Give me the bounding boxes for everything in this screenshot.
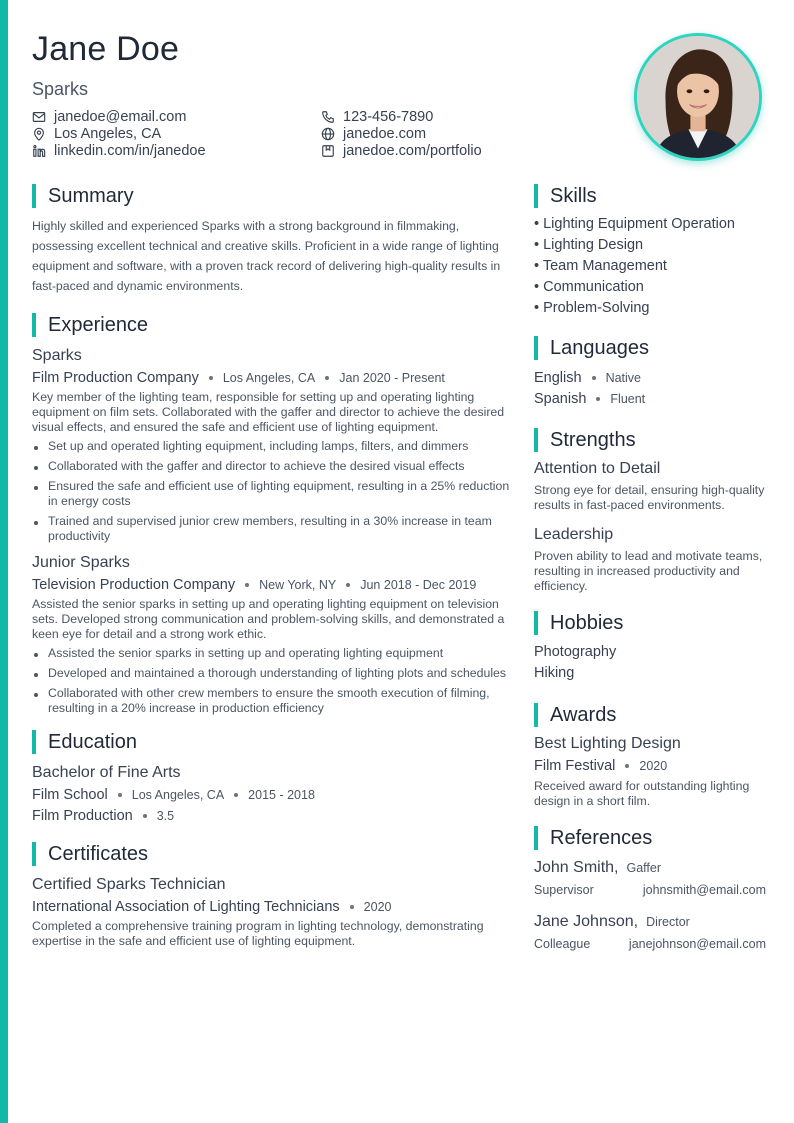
separator-dot	[592, 376, 596, 380]
strength-item	[534, 526, 766, 594]
language-name: Spanish	[534, 390, 587, 407]
hobby-item: Hiking	[534, 665, 575, 681]
linkedin-text: linkedin.com/in/janedoe	[54, 142, 206, 159]
award-description: Received award for outstanding lighting design in a short film.	[534, 779, 750, 808]
skill-item: • Problem-Solving	[534, 300, 650, 316]
separator-dot	[118, 793, 122, 797]
contact-website[interactable]	[321, 125, 591, 142]
right-column	[534, 184, 766, 951]
hobby-item: Photography	[534, 644, 617, 660]
job-bullet: Set up and operated lighting equipment, including lamps, filters, and dimmers	[32, 439, 512, 454]
portfolio-icon	[321, 144, 335, 158]
job-location: New York, NY	[259, 578, 337, 592]
language-name: English	[534, 369, 582, 386]
separator-dot	[346, 583, 350, 587]
candidate-role: Sparks	[32, 79, 89, 99]
job-location: Los Angeles, CA	[222, 371, 316, 385]
job-title: Sparks	[32, 347, 82, 364]
globe-icon	[321, 127, 335, 141]
contact-phone[interactable]	[321, 108, 591, 125]
job-description: Key member of the lighting team, responsible for setting up and operating lighting equipment on film sets. Collaborated with the gaffer and director to achieve the desired visual effects, and ensured the safe and efficient use of lighting equipment.	[32, 390, 505, 434]
reference-name-line	[534, 859, 766, 877]
candidate-name: Jane Doe	[32, 30, 180, 68]
reference-item	[534, 913, 766, 951]
job-bullet: Collaborated with the gaffer and director to achieve the desired visual effects	[32, 459, 512, 474]
left-column	[32, 184, 512, 949]
job-bullet: Assisted the senior sparks in setting up and operating lighting equipment	[32, 646, 512, 661]
job-company: Film Production Company	[32, 370, 199, 386]
language-level: Fluent	[610, 391, 646, 406]
job-bullet: Trained and supervised junior crew members, resulting in a 30% increase in team productivity	[32, 514, 512, 544]
references-heading: References	[534, 826, 766, 850]
certificates-heading: Certificates	[32, 842, 512, 866]
awards-section	[534, 703, 766, 809]
job-bullets	[32, 439, 512, 544]
award-meta	[534, 758, 766, 774]
hobbies-list	[534, 642, 766, 684]
job-title: Junior Sparks	[32, 554, 130, 571]
gpa-value: 3.5	[156, 809, 175, 823]
separator-dot	[350, 905, 354, 909]
skills-heading: Skills	[534, 184, 766, 208]
education-section	[32, 730, 512, 824]
award-year: 2020	[639, 759, 668, 773]
languages-heading: Languages	[534, 336, 766, 360]
experience-heading: Experience	[32, 313, 512, 337]
separator-dot	[209, 376, 213, 380]
summary-section	[32, 184, 512, 296]
reference-item	[534, 859, 766, 897]
certificate-name: Certified Sparks Technician	[32, 876, 226, 893]
language-item	[534, 388, 766, 409]
website-text: janedoe.com	[343, 125, 427, 142]
portrait-avatar	[637, 36, 759, 158]
skill-label: Lighting Equipment Operation	[543, 216, 735, 232]
separator-dot	[143, 814, 147, 818]
reference-name: Jane Johnson,	[534, 913, 639, 930]
award-name: Best Lighting Design	[534, 735, 681, 752]
skill-label: Lighting Design	[543, 237, 644, 253]
reference-role: Gaffer	[626, 861, 661, 875]
strength-description: Proven ability to lead and motivate teams, resulting in increased productivity and efficiency.	[534, 549, 763, 593]
job-description: Assisted the senior sparks in setting up and operating lighting equipment on television sets. Developed strong communication and problem-solving skills, and demonstrated a keen eye for detail and a strong work ethic.	[32, 597, 505, 641]
job-bullet: Collaborated with other crew members to ensure the smooth execution of filming, resulting in a 20% increase in production efficiency	[32, 686, 512, 716]
certificate-meta	[32, 899, 512, 915]
reference-relation: Supervisor	[534, 883, 594, 897]
reference-name-line	[534, 913, 766, 931]
certificate-issuer: International Association of Lighting Technicians	[32, 899, 340, 915]
languages-section	[534, 336, 766, 409]
language-level: Native	[605, 370, 641, 385]
contact-email[interactable]	[32, 108, 321, 125]
degree-title: Bachelor of Fine Arts	[32, 764, 181, 781]
job-entry	[32, 554, 512, 716]
separator-dot	[596, 397, 600, 401]
certificate-description: Completed a comprehensive training program in lighting technology, demonstrating expertise in the safe and efficient use of lighting equipment.	[32, 919, 484, 948]
job-bullets	[32, 646, 512, 716]
reference-email[interactable]: janejohnson@email.com	[628, 937, 766, 951]
skill-item: • Team Management	[534, 258, 667, 274]
skill-item: • Lighting Equipment Operation	[534, 216, 735, 232]
school-location: Los Angeles, CA	[131, 788, 225, 802]
education-meta	[32, 787, 512, 803]
skill-label: Problem-Solving	[543, 300, 650, 316]
separator-dot	[325, 376, 329, 380]
skill-label: Team Management	[542, 258, 667, 274]
summary-heading: Summary	[32, 184, 512, 208]
job-entry	[32, 347, 512, 544]
email-text: janedoe@email.com	[54, 108, 187, 125]
awards-heading: Awards	[534, 703, 766, 727]
contact-list	[32, 108, 592, 159]
strength-description: Strong eye for detail, ensuring high-quality results in fast-paced environments.	[534, 483, 765, 512]
separator-dot	[245, 583, 249, 587]
job-bullet: Developed and maintained a thorough understanding of lighting plots and schedules	[32, 666, 512, 681]
strengths-heading: Strengths	[534, 428, 766, 452]
certificate-year: 2020	[363, 900, 392, 914]
job-bullet: Ensured the safe and efficient use of lighting equipment, resulting in a 25% reduction in energy costs	[32, 479, 512, 509]
certificates-section	[32, 842, 512, 949]
strength-title: Attention to Detail	[534, 460, 661, 477]
education-dates: 2015 - 2018	[248, 788, 315, 802]
summary-text: Highly skilled and experienced Sparks with a strong background in filmmaking, possessing excellent technical and creative skills. Proficient in a wide range of lighting equipment and software, with a proven track record of delivering high-quality results in fast-paced and dynamic environments.	[32, 219, 501, 293]
languages-list	[534, 367, 766, 409]
hobbies-heading: Hobbies	[534, 611, 766, 635]
strength-title: Leadership	[534, 526, 614, 543]
skill-item: • Lighting Design	[534, 237, 644, 253]
separator-dot	[625, 764, 629, 768]
references-section	[534, 826, 766, 951]
skill-item: • Communication	[534, 279, 644, 295]
school-name: Film School	[32, 787, 108, 803]
award-org: Film Festival	[534, 758, 616, 774]
separator-dot	[234, 793, 238, 797]
accent-bar	[0, 0, 8, 1123]
mail-icon	[32, 110, 46, 124]
job-meta	[32, 370, 512, 386]
reference-name: John Smith,	[534, 859, 619, 876]
reference-email[interactable]: johnsmith@email.com	[642, 883, 766, 897]
location-pin-icon	[32, 127, 46, 141]
reference-details	[534, 937, 766, 951]
job-dates: Jun 2018 - Dec 2019	[360, 578, 477, 592]
phone-text: 123-456-7890	[343, 108, 434, 125]
contact-linkedin[interactable]	[32, 142, 321, 159]
job-company: Television Production Company	[32, 577, 236, 593]
strengths-section	[534, 428, 766, 594]
skills-list	[534, 214, 766, 319]
linkedin-icon	[32, 144, 46, 158]
portfolio-text: janedoe.com/portfolio	[343, 142, 482, 159]
field-of-study: Film Production	[32, 808, 133, 824]
language-item	[534, 367, 766, 388]
experience-section	[32, 313, 512, 716]
contact-portfolio[interactable]	[321, 142, 591, 159]
skill-label: Communication	[543, 279, 644, 295]
hobbies-section	[534, 611, 766, 684]
reference-relation: Colleague	[534, 937, 591, 951]
profile-photo	[634, 33, 762, 161]
job-meta	[32, 577, 512, 593]
reference-details	[534, 883, 766, 897]
location-text: Los Angeles, CA	[54, 125, 162, 142]
skills-section	[534, 184, 766, 319]
phone-icon	[321, 110, 335, 124]
job-dates: Jan 2020 - Present	[339, 371, 445, 385]
contact-location	[32, 125, 321, 142]
education-heading: Education	[32, 730, 512, 754]
education-field-meta	[32, 808, 512, 824]
reference-role: Director	[646, 915, 690, 929]
strength-item	[534, 460, 766, 513]
